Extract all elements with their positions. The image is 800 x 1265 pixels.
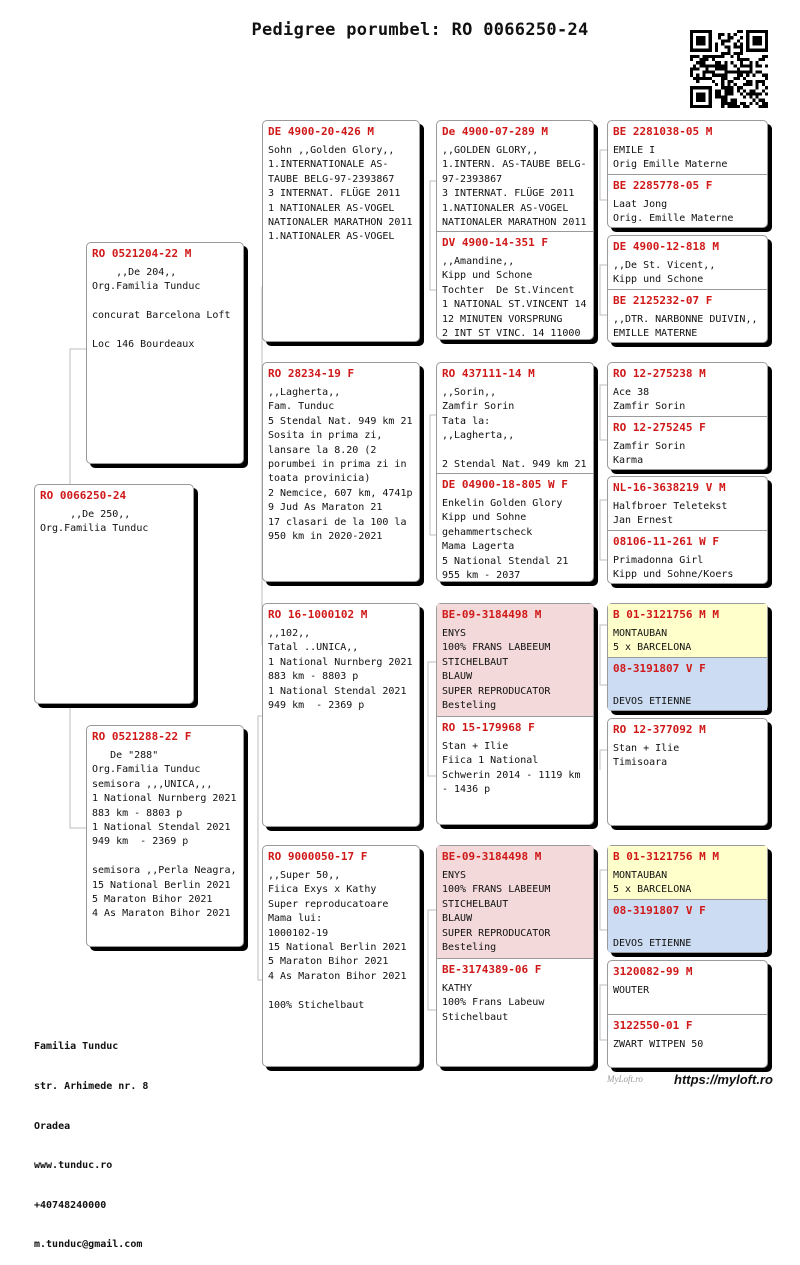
ring-number: RO 0521288-22 F: [92, 730, 192, 743]
ring-number: De 4900-07-289 M: [442, 125, 548, 138]
ring-number: BE 2285778-05 F: [613, 179, 713, 192]
pigeon-info: ,,DTR. NARBONNE DUIVIN,, EMILLE MATERNE: [613, 314, 758, 340]
ring-number: 3122550-01 F: [613, 1019, 693, 1032]
pigeon-card-ggs1[interactable]: [436, 120, 594, 340]
pigeon-info: ,,Super 50,, Fiica Exys x Kathy Super reproducatoare Mama lui: 1000102-19 15 National Berlin 2021 5 Maraton Bihor 2021 4 As Maraton Bihor 2021 100% Stichelbaut: [268, 870, 407, 1011]
contact-city: Oradea: [34, 1120, 71, 1132]
pigeon-info: ENYS 100% FRANS LABEEUM STICHELBAUT BLAUW SUPER REPRODUCATOR Besteling: [442, 628, 551, 712]
contact-name: Familia Tunduc: [34, 1041, 119, 1053]
pigeon-info: DEVOS ETIENNE: [613, 696, 692, 708]
pigeon-card-g4-4[interactable]: [607, 476, 768, 584]
ring-number: BE-09-3184498 M: [442, 850, 542, 863]
ring-number: RO 12-275238 M: [613, 367, 706, 380]
pigeon-info: Sohn ,,Golden Glory,, 1.INTERNATIONALE AS-TAUBE BELG-97-2393867 3 INTERNAT. FLÜGE 2011 1 NATIONALER AS-VOGEL NATIONALER MARATHON 2011 1.NATIONALER AS-VOGEL: [268, 145, 413, 243]
ring-number: 08-3191807 V F: [613, 662, 706, 675]
pigeon-card-sire[interactable]: [86, 242, 244, 464]
pigeon-card-gd1[interactable]: [262, 362, 420, 582]
pigeon-card-g4-5[interactable]: [607, 603, 768, 711]
ring-number: RO 28234-19 F: [268, 367, 355, 380]
ring-number: RO 437111-14 M: [442, 367, 535, 380]
pigeon-info: MONTAUBAN 5 x BARCELONA: [613, 628, 692, 654]
page-title: Pedigree porumbel: RO 0066250-24: [251, 20, 589, 40]
site-link[interactable]: https://myloft.ro: [674, 1072, 773, 1087]
pigeon-info: ,,Amandine,, Kipp und Schone Tochter De St.Vincent 1 NATIONAL ST.VINCENT 14 12 MINUTEN VORSPRUNG 2 INT ST VINC. 14 11000: [442, 256, 587, 340]
ring-number: RO 15-179968 F: [442, 721, 535, 734]
ring-number: DE 4900-12-818 M: [613, 240, 719, 253]
ring-number: RO 16-1000102 M: [268, 608, 368, 621]
pigeon-info: Enkelin Golden Glory Kipp und Sohne gehammertscheck Mama Lagerta 5 National Stendal 21 955 km - 2037: [442, 498, 569, 582]
pigeon-card-gs2[interactable]: [262, 603, 420, 827]
ring-number: BE 2281038-05 M: [613, 125, 713, 138]
pigeon-card-g4-6[interactable]: [607, 718, 768, 826]
pigeon-info: Laat Jong Orig. Emille Materne: [613, 199, 734, 225]
pigeon-card-g4-3[interactable]: [607, 362, 768, 470]
ring-number: BE-09-3184498 M: [442, 608, 542, 621]
pigeon-info: ENYS 100% FRANS LABEEUM STICHELBAUT BLAUW SUPER REPRODUCATOR Besteling: [442, 870, 551, 954]
pigeon-info: Stan + Ilie Fiica 1 National Schwerin 2014 - 1119 km - 1436 p: [442, 741, 581, 796]
contact-street: str. Arhimede nr. 8: [34, 1081, 149, 1093]
pigeon-card-g4-8[interactable]: [607, 960, 768, 1068]
pigeon-info: Zamfir Sorin Karma: [613, 441, 686, 467]
qr-code: [690, 30, 768, 108]
ring-number: DE 04900-18-805 W F: [442, 478, 568, 491]
pigeon-info: De "288" Org.Familia Tunduc semisora ,,,UNICA,,, 1 National Nurnberg 2021 883 km - 8803 p 1 National Stendal 2021 949 km - 2369 p semisora ,,Perla Neagra, 15 National Berlin 2021 5 Maraton Bihor 2021 4 As Maraton Bihor 2021: [92, 750, 237, 920]
pigeon-info: Primadonna Girl Kipp und Sohne/Koers: [613, 555, 734, 581]
ring-number: RO 0521204-22 M: [92, 247, 192, 260]
pigeon-card-ggs3[interactable]: [436, 603, 594, 825]
myloft-logo: MyLoft.ro: [607, 1074, 643, 1084]
ring-number: NL-16-3638219 V M: [613, 481, 726, 494]
ring-number: 08106-11-261 W F: [613, 535, 719, 548]
contact-block: [34, 1014, 148, 1265]
pigeon-card-ggs2[interactable]: [436, 362, 594, 582]
ring-number: BE 2125232-07 F: [613, 294, 713, 307]
pigeon-card-g4-2[interactable]: [607, 235, 768, 343]
pigeon-card-g4-7[interactable]: [607, 845, 768, 953]
pigeon-info: Stan + Ilie Timisoara: [613, 743, 680, 769]
pigeon-info: ,,De St. Vicent,, Kipp und Schone: [613, 260, 716, 286]
pigeon-info: Ace 38 Zamfir Sorin: [613, 387, 686, 413]
ring-number: RO 0066250-24: [40, 489, 127, 502]
pigeon-card-subject[interactable]: [34, 484, 194, 704]
pigeon-info: ,,Sorin,, Zamfir Sorin Tata la: ,,Lagherta,, 2 Stendal Nat. 949 km 21: [442, 387, 587, 471]
ring-number: 3120082-99 M: [613, 965, 693, 978]
pigeon-info: EMILE I Orig Emille Materne: [613, 145, 728, 171]
pigeon-card-gs1[interactable]: [262, 120, 420, 342]
pigeon-card-g4-1[interactable]: [607, 120, 768, 228]
ring-number: DE 4900-20-426 M: [268, 125, 374, 138]
contact-web[interactable]: www.tunduc.ro: [34, 1160, 113, 1172]
ring-number: DV 4900-14-351 F: [442, 236, 548, 249]
pigeon-card-gd2[interactable]: [262, 845, 420, 1067]
ring-number: RO 9000050-17 F: [268, 850, 368, 863]
pigeon-info: ZWART WITPEN 50: [613, 1039, 704, 1050]
pigeon-info: MONTAUBAN 5 x BARCELONA: [613, 870, 692, 896]
pigeon-card-ggs4[interactable]: [436, 845, 594, 1067]
ring-number: B 01-3121756 M M: [613, 608, 719, 621]
ring-number: B 01-3121756 M M: [613, 850, 719, 863]
ring-number: BE-3174389-06 F: [442, 963, 542, 976]
pigeon-card-dam[interactable]: [86, 725, 244, 947]
ring-number: RO 12-377092 M: [613, 723, 706, 736]
contact-phone: +40748240000: [34, 1199, 107, 1211]
pigeon-info: ,,102,, Tatal ..UNICA,, 1 National Nurnberg 2021 883 km - 8803 p 1 National Stendal 2021 949 km - 2369 p: [268, 628, 413, 712]
pigeon-info: DEVOS ETIENNE: [613, 938, 692, 950]
pigeon-info: ,,Lagherta,, Fam. Tunduc 5 Stendal Nat. 949 km 21 Sosita in prima zi, lansare la 8.20 (2 porumbei in prima zi in toata provinicia) 2 Nemcice, 607 km, 4741p 9 Jud As Maraton 21 17 clasari de la 100 la 950 km in 2020-2021: [268, 387, 413, 543]
pigeon-info: ,,De 250,, Org.Familia Tunduc: [40, 509, 149, 535]
pigeon-info: ,,De 204,, Org.Familia Tunduc concurat Barcelona Loft Loc 146 Bourdeaux: [92, 267, 231, 351]
pigeon-info: Halfbroer Teletekst Jan Ernest: [613, 501, 728, 527]
ring-number: 08-3191807 V F: [613, 904, 706, 917]
pigeon-info: ,,GOLDEN GLORY,, 1.INTERN. AS-TAUBE BELG-97-2393867 3 INTERNAT. FLÜGE 2011 1.NATIONALER AS-VOGEL NATIONALER MARATHON 2011: [442, 145, 587, 229]
pigeon-info: WOUTER: [613, 985, 650, 996]
contact-email[interactable]: m.tunduc@gmail.com: [34, 1239, 143, 1251]
ring-number: RO 12-275245 F: [613, 421, 706, 434]
pigeon-info: KATHY 100% Frans Labeuw Stichelbaut: [442, 983, 545, 1023]
